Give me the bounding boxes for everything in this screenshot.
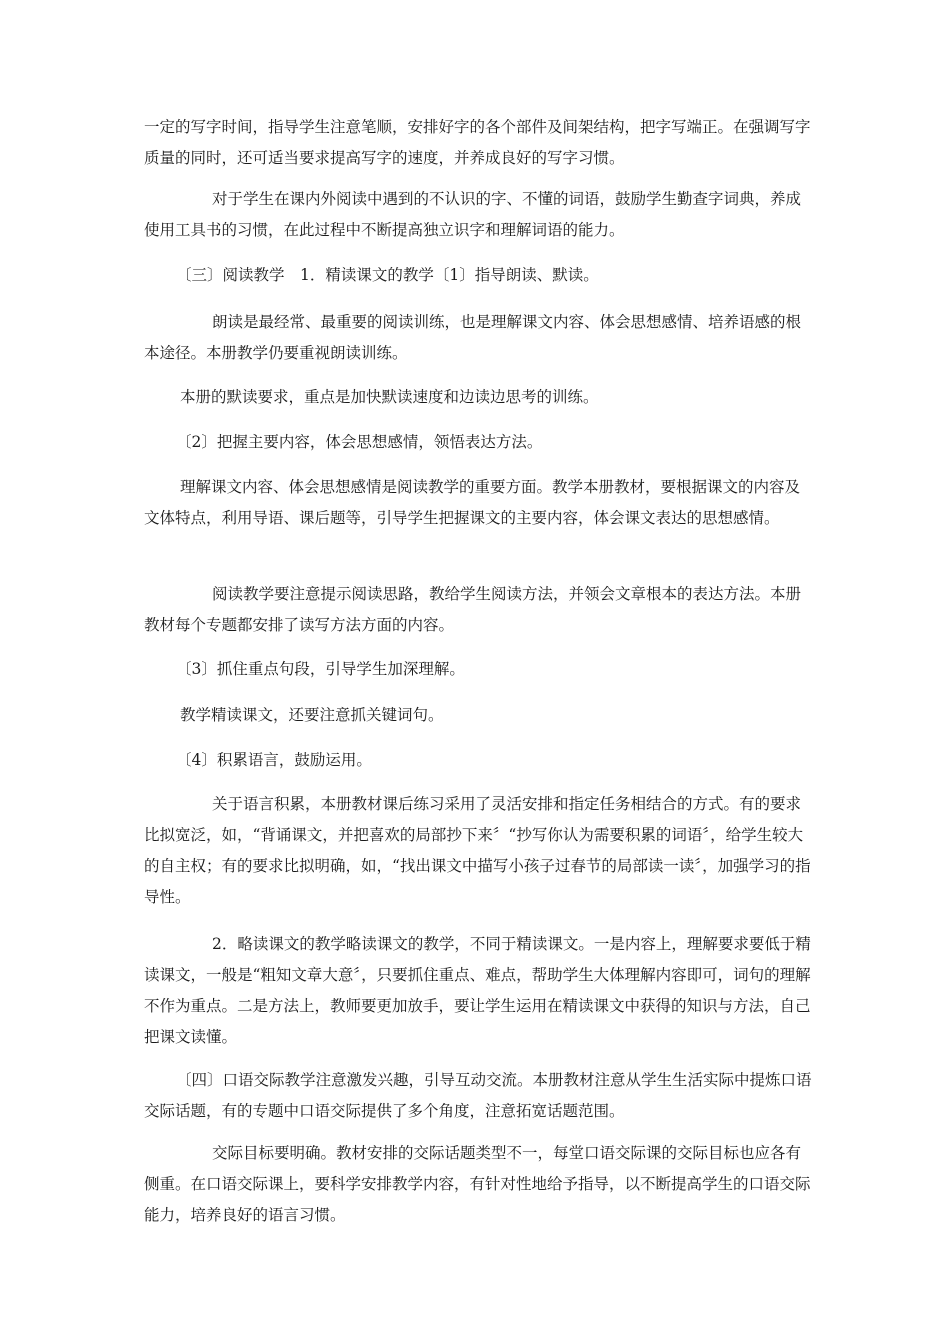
paragraph-reading-methods: 阅读教学要注意提示阅读思路，教给学生阅读方法，并领会文章根本的表达方法。本册教材每个专题都安排了读写方法方面的内容。 bbox=[144, 585, 802, 634]
heading-language-accumulation: 〔4〕积累语言，鼓励运用。 bbox=[176, 751, 372, 769]
paragraph-understanding-text: 理解课文内容、体会思想感情是阅读教学的重要方面。教学本册教材，要根据课文的内容及文体特点，利用导语、课后题等，引导学生把握课文的主要内容，体会课文表达的思想感情。 bbox=[144, 478, 801, 527]
heading-reading-teaching: 〔三〕阅读教学 1．精读课文的教学〔1〕指导朗读、默读。 bbox=[176, 266, 599, 284]
heading-main-content: 〔2〕把握主要内容，体会思想感情，领悟表达方法。 bbox=[176, 433, 543, 451]
paragraph-key-words: 教学精读课文，还要注意抓关键词句。 bbox=[180, 706, 444, 724]
paragraph-reading-aloud: 朗读是最经常、最重要的阅读训练，也是理解课文内容、体会思想感情、培养语感的根本途径。本册教学仍要重视朗读训练。 bbox=[144, 313, 802, 362]
paragraph-communication-goals: 交际目标要明确。教材安排的交际话题类型不一，每堂口语交际课的交际目标也应各有侧重。在口语交际课上，要科学安排教学内容，有针对性地给予指导，以不断提高学生的口语交际能力，培养良好的语言习惯。 bbox=[144, 1144, 811, 1224]
paragraph-silent-reading: 本册的默读要求，重点是加快默读速度和边读边思考的训练。 bbox=[180, 388, 599, 406]
heading-key-sentences: 〔3〕抓住重点句段，引导学生加深理解。 bbox=[176, 660, 465, 678]
paragraph-accumulation-details: 关于语言积累，本册教材课后练习采用了灵活安排和指定任务相结合的方式。有的要求比拟宽泛，如，“背诵课文，并把喜欢的局部抄下来〞“抄写你认为需要积累的词语〞，给学生较大的自主权；有的要求比拟明确，如，“找出课文中描写小孩子过春节的局部读一读〞，加强学习的指导性。 bbox=[144, 795, 811, 906]
paragraph-dictionary-habit: 对于学生在课内外阅读中遇到的不认识的字、不懂的词语，鼓励学生勤查字词典，养成使用工具书的习惯，在此过程中不断提高独立识字和理解词语的能力。 bbox=[144, 190, 802, 239]
paragraph-skim-reading: 2．略读课文的教学略读课文的教学，不同于精读课文。一是内容上，理解要求要低于精读课文，一般是“粗知文章大意〞，只要抓住重点、难点，帮助学生大体理解内容即可，词句的理解不作为重点。二是方法上，教师要更加放手，要让学生运用在精读课文中获得的知识与方法，自己把课文读懂。 bbox=[144, 935, 811, 1046]
paragraph-writing-practice: 一定的写字时间，指导学生注意笔顺，安排好字的各个部件及间架结构，把字写端正。在强调写字质量的同时，还可适当要求提高写字的速度，并养成良好的写字习惯。 bbox=[144, 118, 811, 167]
paragraph-oral-communication: 〔四〕口语交际教学注意激发兴趣，引导互动交流。本册教材注意从学生生活实际中提炼口语交际话题，有的专题中口语交际提供了多个角度，注意拓宽话题范围。 bbox=[144, 1071, 812, 1120]
